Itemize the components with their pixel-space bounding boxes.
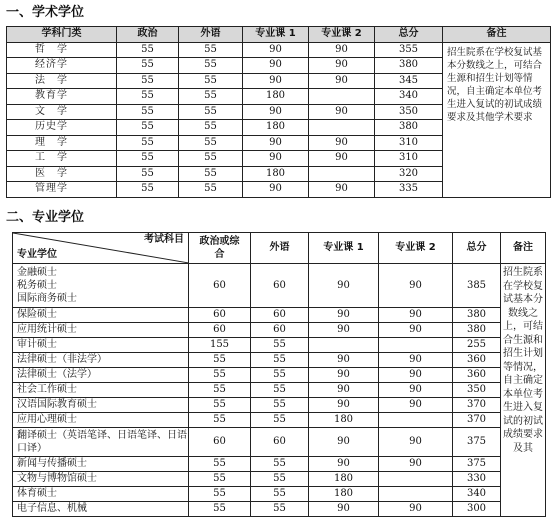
cell-foreign-language: 55	[179, 151, 243, 167]
section-title-academic: 一、学术学位	[6, 5, 85, 20]
cell-politics: 60	[189, 264, 251, 308]
cell-foreign: 55	[251, 457, 309, 472]
table-row	[13, 502, 546, 517]
cell-course-1: 90	[243, 73, 309, 89]
cell-politics: 55	[117, 135, 179, 151]
cell-total: 335	[375, 182, 443, 198]
cell-degree-name: 法律硕士（非法学）	[13, 353, 189, 368]
cell-total: 370	[453, 413, 501, 428]
cell-foreign: 55	[251, 383, 309, 398]
cell-foreign-language: 55	[179, 166, 243, 182]
cell-total: 380	[375, 58, 443, 74]
cell-foreign: 55	[251, 502, 309, 517]
cell-foreign-language: 55	[179, 135, 243, 151]
cell-degree-name: 金融硕士 税务硕士 国际商务硕士	[13, 264, 189, 308]
cell-politics: 55	[117, 104, 179, 120]
cell-foreign: 55	[251, 413, 309, 428]
cell-total: 340	[453, 487, 501, 502]
cell-course-2: 90	[309, 58, 375, 74]
table-row	[13, 338, 546, 353]
cell-discipline: 理 学	[7, 135, 117, 151]
cell-politics: 55	[117, 120, 179, 136]
cell-degree-name: 应用心理硕士	[13, 413, 189, 428]
cell-c2	[379, 413, 453, 428]
cell-degree-name: 审计硕士	[13, 338, 189, 353]
cell-foreign: 55	[251, 487, 309, 502]
cell-discipline: 管理学	[7, 182, 117, 198]
cell-total: 380	[453, 308, 501, 323]
cell-course-1: 90	[243, 58, 309, 74]
cell-degree-name: 电子信息、机械	[13, 502, 189, 517]
cell-degree-name: 汉语国际教育硕士	[13, 398, 189, 413]
cell-foreign: 60	[251, 264, 309, 308]
cell-c2: 90	[379, 264, 453, 308]
cell-total: 350	[375, 104, 443, 120]
cell-politics: 55	[117, 73, 179, 89]
cell-politics: 60	[189, 308, 251, 323]
cell-c1: 180	[309, 472, 379, 487]
cell-c2: 90	[379, 428, 453, 457]
cell-total: 255	[453, 338, 501, 353]
cell-discipline: 经济学	[7, 58, 117, 74]
cell-discipline: 医 学	[7, 166, 117, 182]
table-row	[13, 487, 546, 502]
cell-politics: 55	[189, 383, 251, 398]
cell-c2	[379, 338, 453, 353]
cell-total: 370	[453, 398, 501, 413]
cell-c1: 90	[309, 353, 379, 368]
table-row	[13, 413, 546, 428]
cell-foreign-language: 55	[179, 42, 243, 58]
cell-politics: 155	[189, 338, 251, 353]
cell-course-2: 90	[309, 182, 375, 198]
header-course-2: 专业课 2	[379, 233, 453, 264]
cell-politics: 55	[117, 166, 179, 182]
cell-total: 300	[453, 502, 501, 517]
cell-total: 355	[375, 42, 443, 58]
cell-course-1: 180	[243, 89, 309, 105]
cell-politics: 55	[189, 353, 251, 368]
cell-politics: 55	[189, 487, 251, 502]
table-row	[13, 323, 546, 338]
cell-foreign: 55	[251, 353, 309, 368]
cell-foreign: 55	[251, 398, 309, 413]
cell-c2: 90	[379, 398, 453, 413]
cell-foreign-language: 55	[179, 89, 243, 105]
cell-politics: 60	[189, 323, 251, 338]
table-row	[13, 472, 546, 487]
table-header-row	[13, 233, 546, 264]
cell-degree-name: 翻译硕士（英语笔译、日语笔译、日语口译）	[13, 428, 189, 457]
cell-c1: 90	[309, 308, 379, 323]
cell-politics: 55	[189, 502, 251, 517]
header-note: 备注	[501, 233, 546, 264]
header-note: 备注	[443, 27, 551, 43]
cell-c2: 90	[379, 383, 453, 398]
table-row	[13, 308, 546, 323]
cell-foreign: 55	[251, 338, 309, 353]
cell-discipline: 工 学	[7, 151, 117, 167]
cell-c2: 90	[379, 502, 453, 517]
cell-total: 360	[453, 353, 501, 368]
cell-foreign: 60	[251, 308, 309, 323]
cell-course-2	[309, 166, 375, 182]
header-course-2: 专业课 2	[309, 27, 375, 43]
cell-c2: 90	[379, 368, 453, 383]
cell-total: 380	[375, 120, 443, 136]
cell-c1: 90	[309, 383, 379, 398]
cell-foreign: 60	[251, 428, 309, 457]
header-foreign-language: 外语	[251, 233, 309, 264]
cell-politics: 55	[117, 89, 179, 105]
cell-total: 310	[375, 135, 443, 151]
header-course-1: 专业课 1	[309, 233, 379, 264]
cell-foreign-language: 55	[179, 120, 243, 136]
section-title-professional: 二、专业学位	[6, 210, 85, 225]
cell-course-2: 90	[309, 73, 375, 89]
header-discipline: 学科门类	[7, 27, 117, 43]
cell-course-2: 90	[309, 104, 375, 120]
cell-politics: 55	[189, 398, 251, 413]
cell-foreign: 60	[251, 323, 309, 338]
cell-total: 345	[375, 73, 443, 89]
cell-c1: 90	[309, 457, 379, 472]
cell-course-2: 90	[309, 135, 375, 151]
cell-c2: 90	[379, 308, 453, 323]
cell-course-1: 90	[243, 151, 309, 167]
header-course-1: 专业课 1	[243, 27, 309, 43]
cell-degree-name: 应用统计硕士	[13, 323, 189, 338]
cell-politics: 55	[117, 58, 179, 74]
table-row	[13, 428, 546, 457]
cell-c2	[379, 472, 453, 487]
note-cell: 招生院系在学校复试基本分数线之上，可结合生源和招生计划等情况，自主确定本单位考生进入复试的初试成绩要求及其	[501, 264, 546, 517]
cell-c1: 90	[309, 323, 379, 338]
cell-c1: 180	[309, 413, 379, 428]
cell-discipline: 文 学	[7, 104, 117, 120]
cell-course-2: 90	[309, 151, 375, 167]
cell-politics: 60	[189, 428, 251, 457]
cell-politics: 55	[189, 472, 251, 487]
diagonal-header-cell	[13, 233, 189, 264]
cell-course-2	[309, 120, 375, 136]
cell-course-1: 90	[243, 42, 309, 58]
cell-course-1: 180	[243, 120, 309, 136]
cell-degree-name: 法律硕士（法学）	[13, 368, 189, 383]
cell-c1: 180	[309, 487, 379, 502]
cell-course-1: 90	[243, 135, 309, 151]
cell-discipline: 教育学	[7, 89, 117, 105]
table-header-row	[7, 27, 551, 43]
table-row	[13, 368, 546, 383]
cell-degree-name: 社会工作硕士	[13, 383, 189, 398]
cell-foreign-language: 55	[179, 58, 243, 74]
cell-total: 310	[375, 151, 443, 167]
header-total: 总分	[375, 27, 443, 43]
cell-total: 350	[453, 383, 501, 398]
header-politics-or-general: 政治或综合	[189, 233, 251, 264]
cell-course-2	[309, 89, 375, 105]
cell-politics: 55	[117, 151, 179, 167]
table-row	[13, 353, 546, 368]
table-row	[13, 398, 546, 413]
cell-foreign-language: 55	[179, 73, 243, 89]
cell-course-1: 180	[243, 166, 309, 182]
cell-c2: 90	[379, 323, 453, 338]
cell-foreign-language: 55	[179, 182, 243, 198]
cell-course-1: 90	[243, 182, 309, 198]
cell-discipline: 历史学	[7, 120, 117, 136]
header-total: 总分	[453, 233, 501, 264]
header-politics: 政治	[117, 27, 179, 43]
cell-foreign-language: 55	[179, 104, 243, 120]
cell-total: 320	[375, 166, 443, 182]
cell-degree-name: 文物与博物馆硕士	[13, 472, 189, 487]
table-row	[13, 457, 546, 472]
professional-degree-table	[12, 232, 546, 517]
cell-c1	[309, 338, 379, 353]
cell-total: 340	[375, 89, 443, 105]
cell-degree-name: 保险硕士	[13, 308, 189, 323]
cell-course-2: 90	[309, 42, 375, 58]
academic-degree-table	[6, 26, 551, 198]
cell-c2: 90	[379, 457, 453, 472]
cell-total: 360	[453, 368, 501, 383]
cell-total: 330	[453, 472, 501, 487]
cell-c1: 90	[309, 428, 379, 457]
cell-politics: 55	[117, 42, 179, 58]
header-foreign-language: 外语	[179, 27, 243, 43]
cell-politics: 55	[189, 368, 251, 383]
cell-c1: 90	[309, 502, 379, 517]
header-exam-subjects: 考试科目	[144, 234, 184, 245]
table-row	[7, 42, 551, 58]
cell-politics: 55	[189, 413, 251, 428]
note-cell: 招生院系在学校复试基本分数线之上，可结合生源和招生计划等情况，自主确定本单位考生进入复试的初试成绩要求及其他学术要求	[443, 42, 551, 197]
cell-discipline: 法 学	[7, 73, 117, 89]
cell-c1: 90	[309, 398, 379, 413]
cell-c2: 90	[379, 353, 453, 368]
cell-course-1: 90	[243, 104, 309, 120]
cell-foreign: 55	[251, 472, 309, 487]
table-row	[13, 383, 546, 398]
cell-politics: 55	[117, 182, 179, 198]
header-degree: 专业学位	[17, 249, 57, 260]
cell-total: 375	[453, 428, 501, 457]
cell-total: 385	[453, 264, 501, 308]
cell-total: 380	[453, 323, 501, 338]
cell-c1: 90	[309, 264, 379, 308]
cell-total: 375	[453, 457, 501, 472]
cell-discipline: 哲 学	[7, 42, 117, 58]
cell-c2	[379, 487, 453, 502]
cell-politics: 55	[189, 457, 251, 472]
table-row	[13, 264, 546, 308]
cell-degree-name: 新闻与传播硕士	[13, 457, 189, 472]
cell-degree-name: 体育硕士	[13, 487, 189, 502]
cell-foreign: 55	[251, 368, 309, 383]
cell-c1: 90	[309, 368, 379, 383]
